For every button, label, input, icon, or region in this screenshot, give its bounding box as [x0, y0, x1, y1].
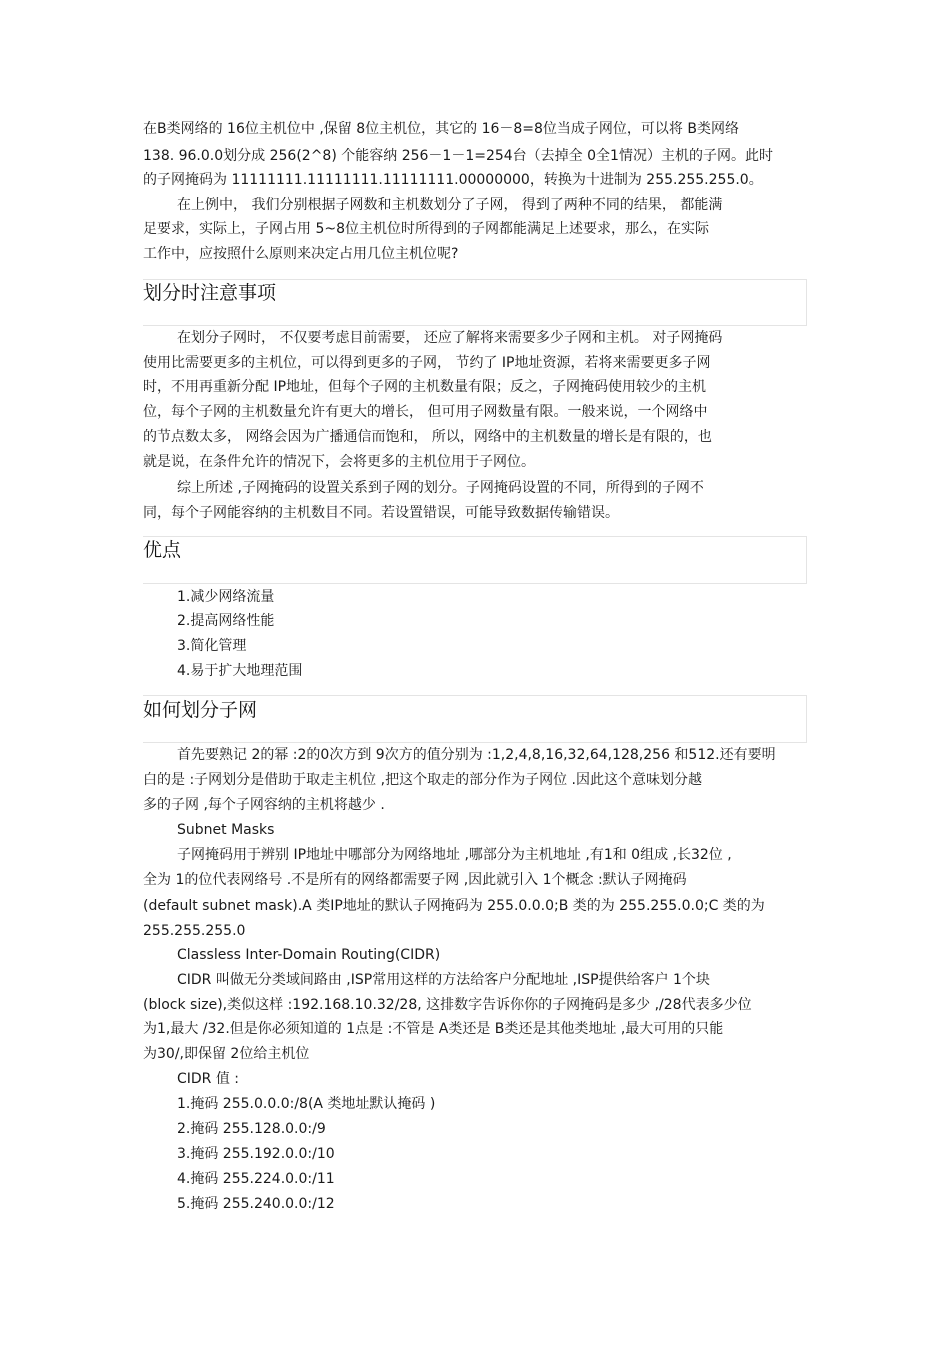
- section-heading: 如何划分子网: [143, 699, 258, 721]
- paragraph-line: 位，每个子网的主机数量允许有更大的增长， 但可用子网数量有限。一般来说，一个网络中: [143, 404, 708, 420]
- paragraph-line: 首先要熟记 2的幂 :2的0次方到 9次方的值分别为 :1,2,4,8,16,32,64,128,256 和512.还有要明: [177, 747, 776, 763]
- paragraph-line: 使用比需要更多的主机位，可以得到更多的子网， 节约了 IP地址资源，若将来需要更多子网: [143, 355, 711, 371]
- intro-line: 工作中，应按照什么原则来决定占用几位主机位呢?: [143, 246, 459, 262]
- paragraph-line: 255.255.255.0: [143, 923, 246, 939]
- paragraph-line: 为30/,即保留 2位给主机位: [143, 1046, 310, 1062]
- paragraph-line: 同，每个子网能容纳的主机数目不同。若设置错误，可能导致数据传输错误。: [143, 505, 619, 521]
- paragraph-line: (block size),类似这样 :192.168.10.32/28, 这排数字告诉你你的子网掩码是多少 ,/28代表多少位: [143, 997, 752, 1013]
- list-item: 1.掩码 255.0.0.0:/8(A 类地址默认掩码 ): [177, 1096, 436, 1112]
- list-item: 3.简化管理: [177, 638, 247, 654]
- paragraph-line: 子网掩码用于辨别 IP地址中哪部分为网络地址 ,哪部分为主机地址 ,有1和 0组成 ,长32位 ,: [177, 847, 732, 863]
- list-item: 4.易于扩大地理范围: [177, 663, 303, 679]
- list-item: 5.掩码 255.240.0.0:/12: [177, 1196, 335, 1212]
- paragraph-line: 时，不用再重新分配 IP地址，但每个子网的主机数量有限；反之，子网掩码使用较少的主机: [143, 379, 707, 395]
- intro-line: 在上例中， 我们分别根据子网数和主机数划分了子网， 得到了两种不同的结果， 都能满: [177, 197, 723, 213]
- intro-line: 足要求，实际上，子网占用 5~8位主机位时所得到的子网都能满足上述要求，那么，在实际: [143, 221, 709, 237]
- section-heading: 优点: [143, 539, 182, 561]
- intro-line: 在B类网络的 16位主机位中 ,保留 8位主机位，其它的 16－8=8位当成子网位，可以将 B类网络: [143, 121, 739, 137]
- paragraph-line: 在划分子网时， 不仅要考虑目前需要， 还应了解将来需要多少子网和主机。 对子网掩码: [177, 330, 723, 346]
- paragraph-line: 综上所述 ,子网掩码的设置关系到子网的划分。子网掩码设置的不同，所得到的子网不: [177, 480, 704, 496]
- paragraph-line: 就是说，在条件允许的情况下，会将更多的主机位用于子网位。: [143, 454, 535, 470]
- list-item: 4.掩码 255.224.0.0:/11: [177, 1171, 335, 1187]
- list-item: 3.掩码 255.192.0.0:/10: [177, 1146, 335, 1162]
- paragraph-line: 白的是 :子网划分是借助于取走主机位 ,把这个取走的部分作为子网位 .因此这个意味划分越: [143, 772, 702, 788]
- list-item: 2.掩码 255.128.0.0:/9: [177, 1121, 326, 1137]
- paragraph-line: (default subnet mask).A 类IP地址的默认子网掩码为 255.0.0.0;B 类的为 255.255.0.0;C 类的为: [143, 898, 765, 914]
- paragraph-line: CIDR 叫做无分类域间路由 ,ISP常用这样的方法给客户分配地址 ,ISP提供给客户 1个块: [177, 972, 710, 988]
- paragraph-line: 的节点数太多， 网络会因为广播通信而饱和， 所以，网络中的主机数量的增长是有限的，也: [143, 429, 712, 445]
- list-item: 2.提高网络性能: [177, 613, 275, 629]
- paragraph-line: CIDR 值 :: [177, 1071, 240, 1087]
- section-heading-box: [143, 536, 807, 584]
- section-heading: 划分时注意事项: [143, 282, 277, 304]
- paragraph-line: 多的子网 ,每个子网容纳的主机将越少 .: [143, 797, 385, 813]
- paragraph-line: 全为 1的位代表网络号 .不是所有的网络都需要子网 ,因此就引入 1个概念 :默认子网掩码: [143, 872, 687, 888]
- paragraph-line: 为1,最大 /32.但是你必须知道的 1点是 :不管是 A类还是 B类还是其他类地址 ,最大可用的只能: [143, 1021, 724, 1037]
- subheading: Subnet Masks: [177, 822, 275, 838]
- list-item: 1.减少网络流量: [177, 589, 275, 605]
- intro-line: 138. 96.0.0划分成 256(2^8) 个能容纳 256－1－1=254台（去掉全 0全1情况）主机的子网。此时: [143, 148, 773, 164]
- subheading: Classless Inter-Domain Routing(CIDR): [177, 947, 441, 963]
- intro-line: 的子网掩码为 11111111.11111111.11111111.00000000，转换为十进制为 255.255.255.0。: [143, 172, 763, 188]
